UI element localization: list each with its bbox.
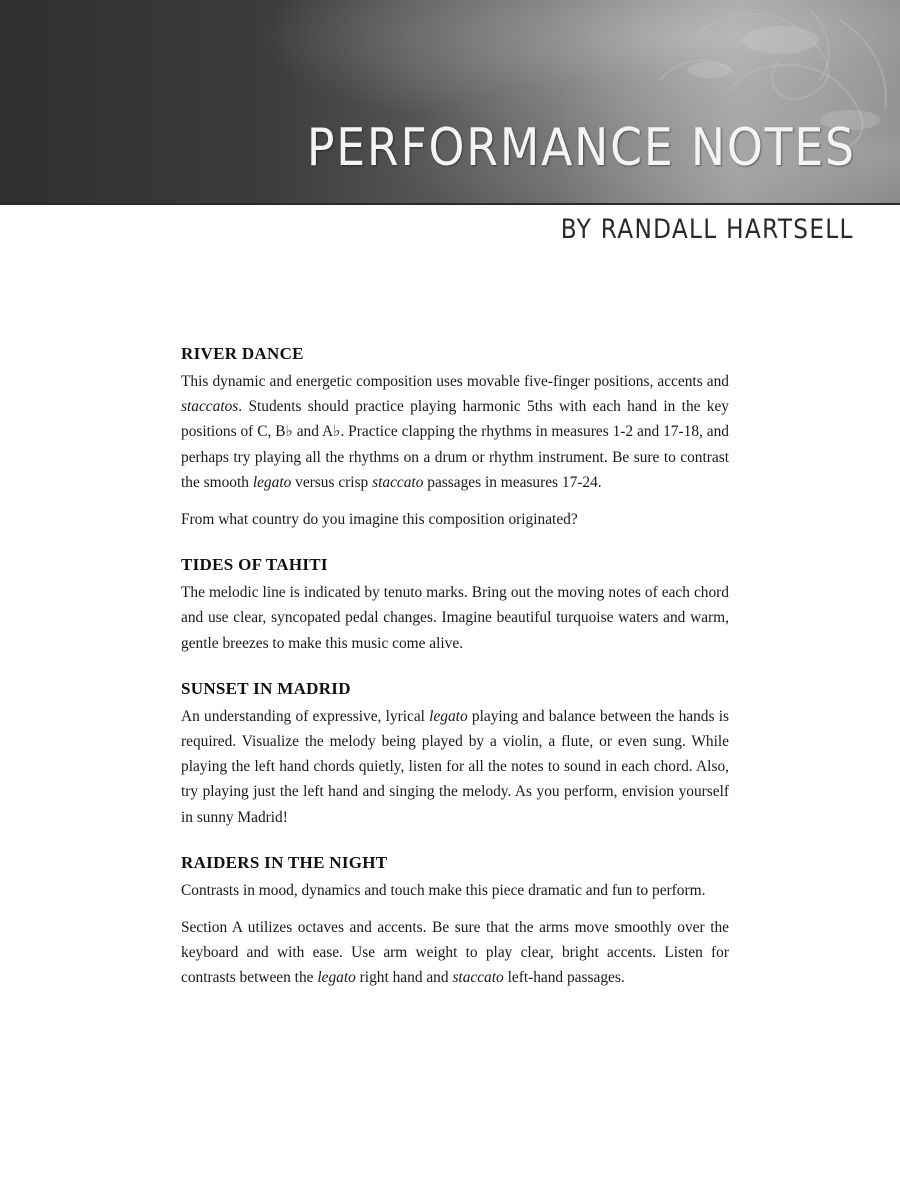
section-paragraph bbox=[181, 369, 729, 495]
text-run: passages in measures 17-24. bbox=[423, 473, 602, 491]
text-run: playing and balance between the hands is required. Visualize the melody being played by a violin, a flute, or even sung. While playing the left hand chords quietly, listen for all the notes to sound in each chord. Also, try playing just the left hand and singing the melody. As you perform, envision yourself in sunny Madrid! bbox=[181, 707, 729, 826]
text-run: From what country do you imagine this composition originated? bbox=[181, 511, 578, 529]
section-paragraph bbox=[181, 507, 729, 532]
header-banner bbox=[0, 0, 900, 205]
text-run: right hand and bbox=[355, 969, 453, 987]
text-run: The melodic line is indicated by tenuto marks. Bring out the moving notes of each chord and use clear, syncopated pedal changes. Imagine beautiful turquoise waters and warm, gentle breezes to make this music come alive. bbox=[181, 584, 729, 652]
text-run: versus crisp bbox=[291, 473, 373, 491]
section-heading: TIDES OF TAHITI bbox=[181, 555, 328, 575]
section-paragraph bbox=[181, 915, 729, 991]
italic-term: staccato bbox=[452, 969, 504, 987]
text-run: left-hand passages. bbox=[503, 969, 625, 987]
notes-content bbox=[181, 343, 729, 1013]
notes-section bbox=[181, 343, 729, 532]
section-heading: RAIDERS IN THE NIGHT bbox=[181, 852, 388, 872]
italic-term: staccatos bbox=[181, 398, 239, 416]
notes-section bbox=[181, 678, 729, 830]
text-run: Section A utilizes octaves and accents. Be sure that the arms move smoothly over the keyboard and with ease. Use arm weight to play clear, bright accents. Listen for contrasts between the bbox=[181, 919, 729, 987]
italic-term: legato bbox=[429, 707, 468, 725]
text-run: Contrasts in mood, dynamics and touch make this piece dramatic and fun to perform. bbox=[181, 881, 706, 899]
section-paragraph bbox=[181, 580, 729, 656]
text-run: This dynamic and energetic composition uses movable five-finger positions, accents and bbox=[181, 373, 729, 390]
author-byline: BY RANDALL HARTSELL bbox=[560, 214, 854, 245]
text-run: An understanding of expressive, lyrical bbox=[181, 707, 430, 725]
section-heading: RIVER DANCE bbox=[181, 344, 304, 363]
section-paragraph bbox=[181, 704, 729, 830]
italic-term: legato bbox=[252, 473, 292, 491]
italic-term: staccato bbox=[372, 473, 424, 491]
italic-term: legato bbox=[317, 969, 356, 987]
notes-section bbox=[181, 554, 729, 656]
page-title: PERFORMANCE NOTES bbox=[307, 118, 856, 178]
section-heading: SUNSET IN MADRID bbox=[181, 678, 351, 698]
notes-section bbox=[181, 852, 729, 991]
text-run: . Students should practice playing harmonic 5ths with each hand in the key positions of C, B♭ and A♭. Practice clapping the rhythms in measures 1-2 and 17-18, and perhaps try playing all the rhythms on a drum or rhythm instrument. Be sure to contrast the smooth bbox=[181, 398, 729, 491]
section-paragraph bbox=[181, 878, 729, 903]
